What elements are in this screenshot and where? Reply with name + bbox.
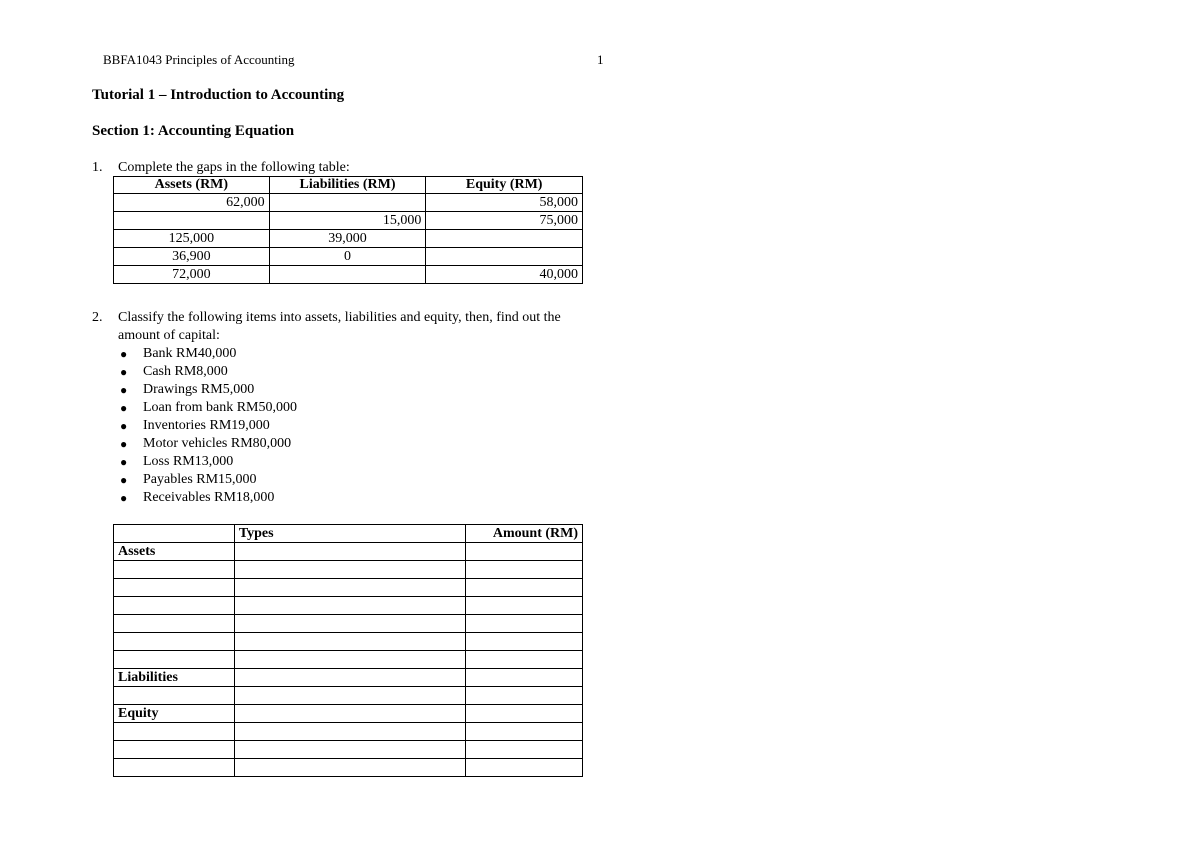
table-row <box>114 741 583 759</box>
category-label: Liabilities <box>114 669 235 687</box>
table-cell <box>269 266 426 284</box>
table-cell <box>114 759 235 777</box>
table-cell: 15,000 <box>269 212 426 230</box>
table-cell <box>466 741 583 759</box>
question-1-text: Complete the gaps in the following table: <box>118 160 350 175</box>
table-cell: 125,000 <box>114 230 270 248</box>
table-row <box>114 669 583 687</box>
table-cell <box>466 633 583 651</box>
list-item <box>120 489 297 507</box>
bullet-icon: ● <box>120 455 128 469</box>
column-header: Amount (RM) <box>466 525 583 543</box>
page-number: 1 <box>597 52 604 67</box>
list-item <box>120 471 297 489</box>
table-cell <box>466 759 583 777</box>
table-row <box>114 651 583 669</box>
bullet-icon: ● <box>120 419 128 433</box>
table-row <box>114 212 583 230</box>
table-cell <box>114 615 235 633</box>
bullet-icon: ● <box>120 383 128 397</box>
list-item-label: Payables RM15,000 <box>143 472 257 487</box>
column-header: Liabilities (RM) <box>269 177 426 194</box>
list-item-label: Motor vehicles RM80,000 <box>143 436 292 451</box>
list-item-label: Inventories RM19,000 <box>143 418 270 433</box>
table-cell <box>234 633 465 651</box>
table-cell: 72,000 <box>114 266 270 284</box>
classification-table <box>113 524 583 777</box>
list-item-label: Drawings RM5,000 <box>143 382 255 397</box>
list-item-label: Loss RM13,000 <box>143 454 234 469</box>
table-cell <box>234 543 465 561</box>
table-row <box>114 561 583 579</box>
table-cell <box>426 230 583 248</box>
table-cell <box>234 687 465 705</box>
table-row <box>114 266 583 284</box>
question-2-text: Classify the following items into assets, liabilities and equity, then, find out the amount of capital: <box>118 310 561 343</box>
category-label: Assets <box>114 543 235 561</box>
table-cell <box>466 705 583 723</box>
table-row <box>114 633 583 651</box>
table-row <box>114 194 583 212</box>
list-item <box>120 345 297 363</box>
bullet-icon: ● <box>120 401 128 415</box>
items-list <box>120 345 297 507</box>
table-cell <box>234 651 465 669</box>
table-cell <box>234 759 465 777</box>
table-row <box>114 579 583 597</box>
column-header <box>114 525 235 543</box>
bullet-icon: ● <box>120 491 128 505</box>
list-item <box>120 435 297 453</box>
bullet-icon: ● <box>120 365 128 379</box>
table-cell <box>114 597 235 615</box>
column-header: Types <box>234 525 465 543</box>
table-cell <box>466 543 583 561</box>
table-row <box>114 705 583 723</box>
accounting-equation-table <box>113 176 583 284</box>
list-item-label: Receivables RM18,000 <box>143 490 275 505</box>
table-cell <box>466 597 583 615</box>
table-cell <box>269 194 426 212</box>
table-cell <box>114 687 235 705</box>
table-cell <box>466 561 583 579</box>
table-row <box>114 597 583 615</box>
table-cell <box>114 651 235 669</box>
table-cell: 40,000 <box>426 266 583 284</box>
table-cell <box>234 615 465 633</box>
table-cell: 62,000 <box>114 194 270 212</box>
table-header-row <box>114 525 583 543</box>
table-cell <box>114 212 270 230</box>
table-cell <box>426 248 583 266</box>
table-row <box>114 248 583 266</box>
question-1-number: 1. <box>92 160 103 175</box>
table-cell <box>234 669 465 687</box>
table-cell: 0 <box>269 248 426 266</box>
table-cell <box>114 561 235 579</box>
table-cell: 36,900 <box>114 248 270 266</box>
list-item-label: Loan from bank RM50,000 <box>143 400 297 415</box>
list-item <box>120 399 297 417</box>
table-cell <box>234 741 465 759</box>
table-row <box>114 543 583 561</box>
table-cell <box>466 615 583 633</box>
list-item <box>120 381 297 399</box>
course-header: BBFA1043 Principles of Accounting <box>103 52 295 67</box>
list-item-label: Cash RM8,000 <box>143 364 228 379</box>
table-row <box>114 723 583 741</box>
category-label: Equity <box>114 705 235 723</box>
column-header: Assets (RM) <box>114 177 270 194</box>
table-cell <box>114 741 235 759</box>
table-cell <box>234 579 465 597</box>
table-cell <box>234 597 465 615</box>
table-cell <box>234 561 465 579</box>
bullet-icon: ● <box>120 347 128 361</box>
table-cell <box>466 651 583 669</box>
list-item <box>120 417 297 435</box>
list-item <box>120 363 297 381</box>
list-item-label: Bank RM40,000 <box>143 346 237 361</box>
bullet-icon: ● <box>120 437 128 451</box>
table-cell <box>466 669 583 687</box>
table-cell <box>466 579 583 597</box>
bullet-icon: ● <box>120 473 128 487</box>
table-row <box>114 615 583 633</box>
table-cell <box>234 723 465 741</box>
table-row <box>114 759 583 777</box>
table-cell <box>466 723 583 741</box>
table-cell: 75,000 <box>426 212 583 230</box>
tutorial-title: Tutorial 1 – Introduction to Accounting <box>92 87 345 103</box>
table-cell: 58,000 <box>426 194 583 212</box>
list-item <box>120 453 297 471</box>
table-cell <box>114 633 235 651</box>
table-cell <box>466 687 583 705</box>
table-cell <box>114 579 235 597</box>
table-header-row <box>114 177 583 194</box>
question-2-number: 2. <box>92 310 103 325</box>
table-row <box>114 230 583 248</box>
column-header: Equity (RM) <box>426 177 583 194</box>
table-cell <box>234 705 465 723</box>
table-cell: 39,000 <box>269 230 426 248</box>
table-cell <box>114 723 235 741</box>
table-row <box>114 687 583 705</box>
section-heading: Section 1: Accounting Equation <box>92 123 295 139</box>
